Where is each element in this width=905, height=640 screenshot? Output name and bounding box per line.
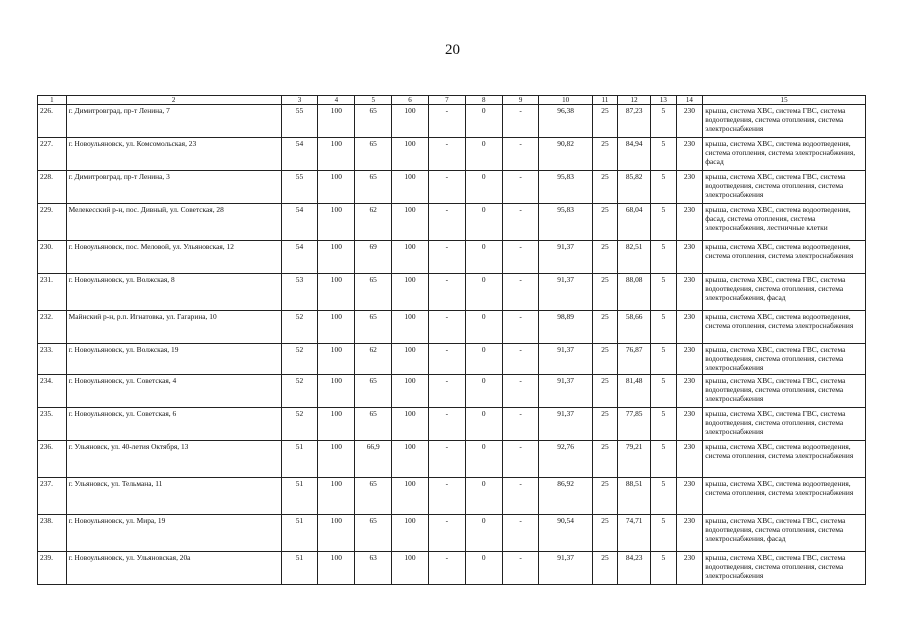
cell-works-list: крыша, система ХВС, система водоотведения, система отопления, система электроснабжения (703, 478, 866, 515)
cell-col-9: - (502, 478, 539, 515)
table-row (38, 138, 866, 171)
cell-col-6: 100 (392, 552, 429, 585)
cell-col-8: 0 (465, 204, 502, 241)
cell-address: г. Новоульяновск, ул. Советская, 4 (66, 375, 281, 408)
cell-address: г. Новоульяновск, ул. Советская, 6 (66, 408, 281, 441)
cell-col-9: - (502, 552, 539, 585)
cell-col-4: 100 (318, 171, 355, 204)
cell-col-4: 100 (318, 552, 355, 585)
cell-col-14: 230 (676, 204, 703, 241)
cell-col-13: 5 (651, 344, 677, 375)
column-number: 14 (676, 96, 703, 105)
cell-row-index: 230. (38, 241, 67, 274)
cell-col-12: 88,08 (618, 274, 651, 311)
cell-col-8: 0 (465, 105, 502, 138)
cell-col-13: 5 (651, 274, 677, 311)
cell-col-11: 25 (592, 311, 618, 344)
table-body (38, 105, 866, 585)
cell-col-13: 5 (651, 311, 677, 344)
cell-col-6: 100 (392, 204, 429, 241)
cell-col-14: 230 (676, 408, 703, 441)
cell-col-3: 51 (281, 478, 318, 515)
cell-col-14: 230 (676, 171, 703, 204)
cell-col-7: - (428, 375, 465, 408)
cell-col-11: 25 (592, 204, 618, 241)
cell-col-4: 100 (318, 478, 355, 515)
cell-works-list: крыша, система ХВС, система ГВС, система водоотведения, система отопления, система электроснабжения (703, 105, 866, 138)
cell-col-6: 100 (392, 105, 429, 138)
cell-address: Мелекесский р-н, пос. Дивный, ул. Советская, 28 (66, 204, 281, 241)
column-number: 5 (355, 96, 392, 105)
cell-works-list: крыша, система ХВС, система ГВС, система водоотведения, система отопления, система электроснабжения (703, 552, 866, 585)
cell-col-14: 230 (676, 441, 703, 478)
cell-col-11: 25 (592, 515, 618, 552)
cell-col-3: 52 (281, 408, 318, 441)
cell-col-6: 100 (392, 408, 429, 441)
cell-col-7: - (428, 105, 465, 138)
cell-row-index: 231. (38, 274, 67, 311)
cell-col-3: 54 (281, 241, 318, 274)
cell-col-8: 0 (465, 515, 502, 552)
cell-col-14: 230 (676, 274, 703, 311)
cell-col-4: 100 (318, 375, 355, 408)
cell-address: г. Димитровград, пр-т Ленина, 7 (66, 105, 281, 138)
column-number: 3 (281, 96, 318, 105)
cell-col-7: - (428, 241, 465, 274)
cell-col-5: 65 (355, 515, 392, 552)
cell-col-4: 100 (318, 344, 355, 375)
cell-col-7: - (428, 311, 465, 344)
cell-col-8: 0 (465, 171, 502, 204)
cell-address: Майнский р-н, р.п. Игнатовка, ул. Гагарина, 10 (66, 311, 281, 344)
cell-col-5: 62 (355, 344, 392, 375)
cell-row-index: 239. (38, 552, 67, 585)
cell-col-3: 55 (281, 105, 318, 138)
cell-row-index: 237. (38, 478, 67, 515)
cell-col-11: 25 (592, 552, 618, 585)
cell-col-7: - (428, 441, 465, 478)
cell-works-list: крыша, система ХВС, система ГВС, система водоотведения, система отопления, система электроснабжения (703, 171, 866, 204)
cell-row-index: 236. (38, 441, 67, 478)
cell-row-index: 235. (38, 408, 67, 441)
cell-col-3: 51 (281, 552, 318, 585)
cell-col-10: 91,37 (539, 241, 592, 274)
cell-col-5: 66,9 (355, 441, 392, 478)
cell-col-9: - (502, 105, 539, 138)
cell-col-6: 100 (392, 441, 429, 478)
cell-col-9: - (502, 515, 539, 552)
table-row (38, 105, 866, 138)
cell-col-12: 79,21 (618, 441, 651, 478)
cell-col-5: 69 (355, 241, 392, 274)
cell-col-4: 100 (318, 138, 355, 171)
cell-address: г. Новоульяновск, ул. Волжская, 8 (66, 274, 281, 311)
cell-col-14: 230 (676, 478, 703, 515)
table-row (38, 241, 866, 274)
column-number: 10 (539, 96, 592, 105)
cell-col-10: 91,37 (539, 375, 592, 408)
cell-col-7: - (428, 344, 465, 375)
cell-col-5: 65 (355, 274, 392, 311)
cell-col-8: 0 (465, 241, 502, 274)
cell-address: г. Новоульяновск, ул. Ульяновская, 20а (66, 552, 281, 585)
cell-works-list: крыша, система ХВС, система водоотведения, фасад, система отопления, система электроснабжения, лестничные клетки (703, 204, 866, 241)
cell-col-4: 100 (318, 515, 355, 552)
cell-col-5: 65 (355, 478, 392, 515)
column-number: 6 (392, 96, 429, 105)
cell-col-7: - (428, 478, 465, 515)
cell-col-10: 91,37 (539, 408, 592, 441)
cell-col-7: - (428, 138, 465, 171)
cell-col-14: 230 (676, 344, 703, 375)
cell-col-8: 0 (465, 311, 502, 344)
cell-col-12: 77,85 (618, 408, 651, 441)
cell-col-5: 65 (355, 375, 392, 408)
table-row (38, 515, 866, 552)
cell-col-9: - (502, 138, 539, 171)
cell-col-9: - (502, 408, 539, 441)
cell-col-8: 0 (465, 274, 502, 311)
column-number: 1 (38, 96, 67, 105)
cell-col-3: 54 (281, 204, 318, 241)
cell-works-list: крыша, система ХВС, система водоотведения, система отопления, система электроснабжения (703, 241, 866, 274)
cell-address: г. Димитровград, пр-т Ленина, 3 (66, 171, 281, 204)
cell-col-14: 230 (676, 138, 703, 171)
cell-works-list: крыша, система ХВС, система ГВС, система водоотведения, система отопления, система электроснабжения, фасад (703, 515, 866, 552)
column-number: 13 (651, 96, 677, 105)
cell-col-11: 25 (592, 441, 618, 478)
table-row (38, 408, 866, 441)
cell-col-10: 91,37 (539, 344, 592, 375)
cell-col-4: 100 (318, 311, 355, 344)
column-number: 9 (502, 96, 539, 105)
cell-col-4: 100 (318, 204, 355, 241)
cell-col-9: - (502, 344, 539, 375)
cell-col-11: 25 (592, 274, 618, 311)
cell-col-13: 5 (651, 552, 677, 585)
cell-row-index: 226. (38, 105, 67, 138)
cell-col-7: - (428, 408, 465, 441)
cell-col-12: 82,51 (618, 241, 651, 274)
cell-col-6: 100 (392, 241, 429, 274)
cell-col-14: 230 (676, 552, 703, 585)
cell-col-3: 51 (281, 441, 318, 478)
cell-col-12: 84,94 (618, 138, 651, 171)
cell-works-list: крыша, система ХВС, система водоотведения, система отопления, система электроснабжения (703, 441, 866, 478)
cell-address: г. Новоульяновск, ул. Мира, 19 (66, 515, 281, 552)
cell-col-13: 5 (651, 375, 677, 408)
cell-col-12: 81,48 (618, 375, 651, 408)
cell-col-6: 100 (392, 274, 429, 311)
cell-col-11: 25 (592, 344, 618, 375)
cell-col-3: 52 (281, 311, 318, 344)
cell-col-14: 230 (676, 311, 703, 344)
cell-col-14: 230 (676, 241, 703, 274)
cell-col-5: 65 (355, 138, 392, 171)
column-number: 12 (618, 96, 651, 105)
cell-col-6: 100 (392, 344, 429, 375)
cell-col-10: 91,37 (539, 552, 592, 585)
cell-col-8: 0 (465, 552, 502, 585)
table-row (38, 274, 866, 311)
table-row (38, 344, 866, 375)
cell-col-10: 96,38 (539, 105, 592, 138)
cell-col-5: 62 (355, 204, 392, 241)
cell-col-10: 95,83 (539, 204, 592, 241)
cell-col-12: 87,23 (618, 105, 651, 138)
cell-col-8: 0 (465, 344, 502, 375)
table-row (38, 204, 866, 241)
table-row (38, 375, 866, 408)
cell-col-12: 88,51 (618, 478, 651, 515)
cell-col-9: - (502, 375, 539, 408)
cell-col-12: 85,82 (618, 171, 651, 204)
cell-col-3: 55 (281, 171, 318, 204)
cell-col-9: - (502, 241, 539, 274)
cell-col-4: 100 (318, 274, 355, 311)
cell-col-7: - (428, 274, 465, 311)
cell-works-list: крыша, система ХВС, система ГВС, система водоотведения, система отопления, система электроснабжения (703, 375, 866, 408)
cell-col-8: 0 (465, 441, 502, 478)
cell-col-13: 5 (651, 105, 677, 138)
cell-col-12: 74,71 (618, 515, 651, 552)
cell-col-10: 90,82 (539, 138, 592, 171)
cell-col-11: 25 (592, 375, 618, 408)
registry-table (37, 95, 866, 585)
cell-col-9: - (502, 204, 539, 241)
cell-row-index: 238. (38, 515, 67, 552)
cell-col-7: - (428, 171, 465, 204)
cell-col-11: 25 (592, 408, 618, 441)
cell-col-9: - (502, 441, 539, 478)
cell-col-11: 25 (592, 241, 618, 274)
cell-col-11: 25 (592, 138, 618, 171)
cell-col-10: 95,83 (539, 171, 592, 204)
cell-col-13: 5 (651, 515, 677, 552)
cell-col-6: 100 (392, 515, 429, 552)
column-number: 8 (465, 96, 502, 105)
table-row (38, 441, 866, 478)
cell-col-6: 100 (392, 478, 429, 515)
cell-col-12: 58,66 (618, 311, 651, 344)
cell-col-13: 5 (651, 241, 677, 274)
cell-col-5: 65 (355, 408, 392, 441)
cell-col-13: 5 (651, 204, 677, 241)
cell-col-8: 0 (465, 138, 502, 171)
cell-col-8: 0 (465, 408, 502, 441)
cell-col-13: 5 (651, 408, 677, 441)
cell-col-6: 100 (392, 375, 429, 408)
cell-col-13: 5 (651, 441, 677, 478)
cell-col-5: 65 (355, 171, 392, 204)
cell-row-index: 232. (38, 311, 67, 344)
cell-col-10: 92,76 (539, 441, 592, 478)
page-number: 20 (445, 42, 460, 58)
table-row (38, 478, 866, 515)
cell-col-7: - (428, 515, 465, 552)
column-number-row (38, 96, 866, 105)
cell-col-9: - (502, 311, 539, 344)
cell-col-13: 5 (651, 478, 677, 515)
table-header (38, 96, 866, 105)
cell-col-3: 52 (281, 375, 318, 408)
cell-col-3: 53 (281, 274, 318, 311)
cell-col-3: 51 (281, 515, 318, 552)
cell-col-3: 52 (281, 344, 318, 375)
cell-address: г. Новоульяновск, пос. Меловой, ул. Ульяновская, 12 (66, 241, 281, 274)
cell-address: г. Новоульяновск, ул. Волжская, 19 (66, 344, 281, 375)
cell-works-list: крыша, система ХВС, система ГВС, система водоотведения, система отопления, система электроснабжения (703, 408, 866, 441)
cell-col-6: 100 (392, 311, 429, 344)
cell-address: г. Новоульяновск, ул. Комсомольская, 23 (66, 138, 281, 171)
cell-col-6: 100 (392, 138, 429, 171)
cell-col-12: 76,87 (618, 344, 651, 375)
cell-col-13: 5 (651, 138, 677, 171)
column-number: 15 (703, 96, 866, 105)
cell-row-index: 234. (38, 375, 67, 408)
cell-col-5: 65 (355, 105, 392, 138)
cell-col-8: 0 (465, 375, 502, 408)
cell-col-10: 98,89 (539, 311, 592, 344)
table-row (38, 171, 866, 204)
cell-col-4: 100 (318, 408, 355, 441)
cell-col-10: 86,92 (539, 478, 592, 515)
column-number: 7 (428, 96, 465, 105)
cell-col-5: 63 (355, 552, 392, 585)
cell-col-3: 54 (281, 138, 318, 171)
cell-col-11: 25 (592, 105, 618, 138)
column-number: 2 (66, 96, 281, 105)
table-row (38, 311, 866, 344)
cell-col-4: 100 (318, 241, 355, 274)
cell-col-11: 25 (592, 171, 618, 204)
cell-col-6: 100 (392, 171, 429, 204)
cell-col-12: 68,04 (618, 204, 651, 241)
cell-row-index: 229. (38, 204, 67, 241)
cell-col-8: 0 (465, 478, 502, 515)
cell-col-10: 90,54 (539, 515, 592, 552)
cell-works-list: крыша, система ХВС, система водоотведения, система отопления, система электроснабжения, фасад (703, 138, 866, 171)
cell-works-list: крыша, система ХВС, система ГВС, система водоотведения, система отопления, система электроснабжения, фасад (703, 274, 866, 311)
cell-address: г. Ульяновск, ул. Тельмана, 11 (66, 478, 281, 515)
cell-col-9: - (502, 274, 539, 311)
cell-col-14: 230 (676, 375, 703, 408)
cell-col-10: 91,37 (539, 274, 592, 311)
cell-col-4: 100 (318, 105, 355, 138)
cell-row-index: 227. (38, 138, 67, 171)
cell-col-13: 5 (651, 171, 677, 204)
table-row (38, 552, 866, 585)
cell-col-7: - (428, 552, 465, 585)
cell-col-11: 25 (592, 478, 618, 515)
cell-works-list: крыша, система ХВС, система ГВС, система водоотведения, система отопления, система электроснабжения (703, 344, 866, 375)
cell-works-list: крыша, система ХВС, система водоотведения, система отопления, система электроснабжения (703, 311, 866, 344)
cell-col-7: - (428, 204, 465, 241)
column-number: 11 (592, 96, 618, 105)
cell-address: г. Ульяновск, ул. 40-летия Октября, 13 (66, 441, 281, 478)
cell-row-index: 233. (38, 344, 67, 375)
cell-col-5: 65 (355, 311, 392, 344)
cell-col-12: 84,23 (618, 552, 651, 585)
cell-col-4: 100 (318, 441, 355, 478)
cell-col-14: 230 (676, 515, 703, 552)
cell-col-14: 230 (676, 105, 703, 138)
column-number: 4 (318, 96, 355, 105)
cell-row-index: 228. (38, 171, 67, 204)
cell-col-9: - (502, 171, 539, 204)
